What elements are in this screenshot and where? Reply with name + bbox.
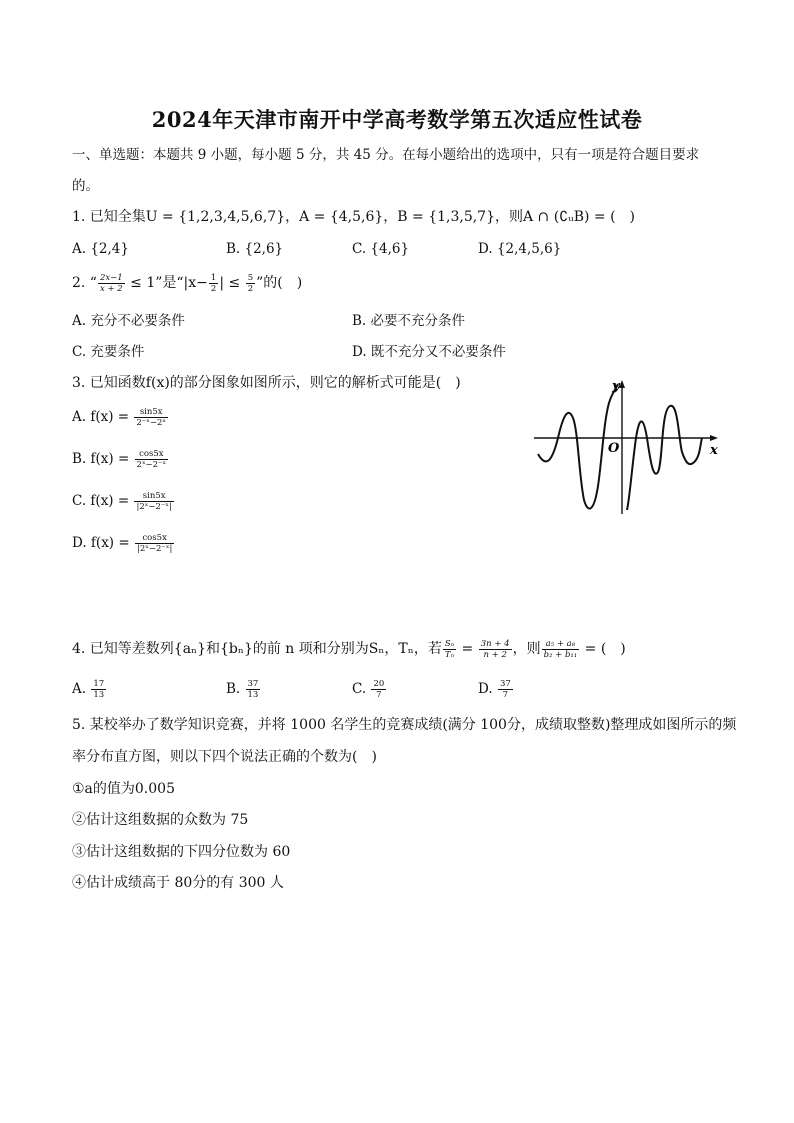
q4-fraction-1-numerator: Sₙ [444, 638, 455, 649]
q4-option-a [72, 676, 107, 702]
q4-prefix: 4. 已知等差数列{aₙ}和{bₙ}的前 n 项和分别为Sₙ，Tₙ，若 [72, 641, 442, 657]
q4-mid: ，则 [512, 641, 541, 657]
q4-option-b [226, 676, 261, 702]
q3-option-c-label: C. f(x) = [72, 493, 134, 509]
q5-statement-2: ②估计这组数据的众数为 75 [72, 812, 249, 828]
q4-fraction-1-denominator: Tₙ [444, 649, 455, 660]
q1-option-a: A. {2,4} [72, 241, 129, 257]
q1-option-d: D. {2,4,5,6} [478, 241, 562, 257]
q4-option-b-fraction [246, 679, 261, 700]
graph-y-arrow [619, 380, 625, 388]
q3-option-b-label: B. f(x) = [72, 451, 134, 467]
q3-option-d-fraction [135, 533, 174, 554]
q4-option-b-label: B. [226, 681, 245, 697]
q3-option-b [72, 444, 169, 474]
q4-option-d-fraction [498, 679, 513, 700]
q2-fraction-3 [246, 273, 255, 294]
q4-option-c-label: C. [352, 681, 371, 697]
q4-option-c [352, 676, 387, 702]
q4-option-d [478, 676, 514, 702]
q4-option-a-label: A. [72, 681, 91, 697]
q3-option-c [72, 486, 175, 516]
q2-fraction-2 [209, 273, 218, 294]
q2-option-a: A. 充分不必要条件 [72, 313, 185, 329]
q4-fraction-3 [542, 639, 580, 660]
q3-option-a-fraction [134, 407, 168, 428]
q5-statement-1: ①a的值为0.005 [72, 781, 175, 797]
q1-option-b: B. {2,6} [226, 241, 284, 257]
graph-x-label: x [710, 443, 718, 458]
q4-option-a-fraction [91, 679, 106, 700]
q4-fraction-3-numerator: a₅ + a₈ [542, 639, 580, 650]
q2-option-d: D. 既不充分又不必要条件 [352, 344, 506, 360]
q4-option-a-denominator: 13 [93, 690, 105, 700]
q3-option-d [72, 528, 175, 558]
q2-fraction-1-numerator: 2x−1 [99, 272, 123, 283]
q3-option-c-numerator: sin5x [134, 491, 173, 502]
q4-option-c-numerator: 20 [373, 679, 385, 689]
q1-option-c: C. {4,6} [352, 241, 410, 257]
q4-option-b-denominator: 13 [247, 690, 259, 700]
q2-fraction-2-denominator: 2 [210, 283, 217, 294]
q2-fraction-1-denominator: x + 2 [99, 283, 123, 294]
q4-option-d-denominator: 7 [502, 690, 509, 700]
q4-fraction-2-denominator: n + 2 [483, 649, 507, 660]
section-header-line1: 一、单选题：本题共 9 小题，每小题 5 分，共 45 分。在每小题给出的选项中，只有一项是符合题目要求 [72, 147, 700, 163]
q5-stem-line1: 5. 某校举办了数学知识竞赛，并将 1000 名学生的竞赛成绩(满分 100分，成绩取整数)整理成如图所示的频 [72, 717, 737, 733]
q3-stem: 3. 已知函数f(x)的部分图象如图所示，则它的解析式可能是( ) [72, 375, 461, 391]
q4-option-c-denominator: 7 [376, 690, 382, 700]
q5-statement-3: ③估计这组数据的下四分位数为 60 [72, 844, 291, 860]
q2-option-b: B. 必要不充分条件 [352, 313, 466, 329]
q2-mid2: | ≤ [219, 275, 245, 291]
q3-option-b-denominator: 2ˣ−2⁻ˣ [136, 460, 167, 470]
q4-suffix: = ( ) [580, 641, 626, 657]
q2-fraction-1 [98, 273, 125, 294]
q2-suffix: ”的( ) [256, 275, 303, 291]
q2-fraction-2-numerator: 1 [210, 272, 217, 283]
q5-statement-4: ④估计成绩高于 80分的有 300 人 [72, 875, 284, 891]
q4-fraction-3-denominator: b₂ + b₁₁ [543, 649, 578, 660]
q4-fraction-2-numerator: 3n + 4 [480, 638, 510, 649]
q3-option-a-numerator: sin5x [134, 407, 168, 418]
q2-option-c: C. 充要条件 [72, 344, 145, 360]
graph-curve-right [627, 406, 702, 510]
q2-fraction-3-denominator: 2 [247, 283, 254, 294]
q5-stem-line2: 率分布直方图，则以下四个说法正确的个数为( ) [72, 749, 377, 765]
graph-origin-label: O [608, 441, 620, 456]
q4-option-d-numerator: 37 [499, 679, 511, 689]
q4-option-c-fraction [371, 679, 386, 700]
q3-option-c-fraction [134, 491, 173, 512]
page-title: 2024年天津市南开中学高考数学第五次适应性试卷 [151, 107, 643, 132]
q2-prefix: 2. “ [72, 275, 97, 291]
q2-stem [72, 270, 302, 296]
q3-option-b-numerator: cos5x [135, 449, 169, 460]
q4-fraction-1 [443, 639, 456, 660]
graph-curve-left [538, 384, 618, 509]
q3-option-d-denominator: |2ˣ−2⁻ˣ| [136, 544, 173, 554]
q4-stem [72, 636, 626, 662]
q3-option-a-denominator: 2⁻ˣ−2ˣ [136, 418, 167, 428]
section-header-line2: 的。 [72, 178, 99, 194]
q3-option-d-numerator: cos5x [135, 533, 174, 544]
q3-function-graph [532, 376, 722, 518]
q3-option-b-fraction [135, 449, 169, 470]
q2-mid: ≤ 1”是“|x− [125, 275, 208, 291]
q4-option-a-numerator: 17 [93, 679, 105, 689]
q4-option-b-numerator: 37 [247, 679, 259, 689]
q1-stem: 1. 已知全集U = {1,2,3,4,5,6,7}，A = {4,5,6}，B = {1,3,5,7}，则A ∩ (∁ᵤB) = ( ) [72, 209, 635, 225]
q3-option-c-denominator: |2ˣ−2⁻ˣ| [136, 502, 172, 512]
graph-x-arrow [710, 435, 718, 441]
q4-option-d-label: D. [478, 681, 497, 697]
q3-option-d-label: D. f(x) = [72, 535, 134, 551]
q3-option-a [72, 402, 169, 432]
q4-equals: = [457, 641, 478, 657]
graph-y-label: y [612, 379, 620, 394]
q3-option-a-label: A. f(x) = [72, 409, 134, 425]
q2-fraction-3-numerator: 5 [247, 272, 254, 283]
q4-fraction-2 [479, 639, 512, 660]
